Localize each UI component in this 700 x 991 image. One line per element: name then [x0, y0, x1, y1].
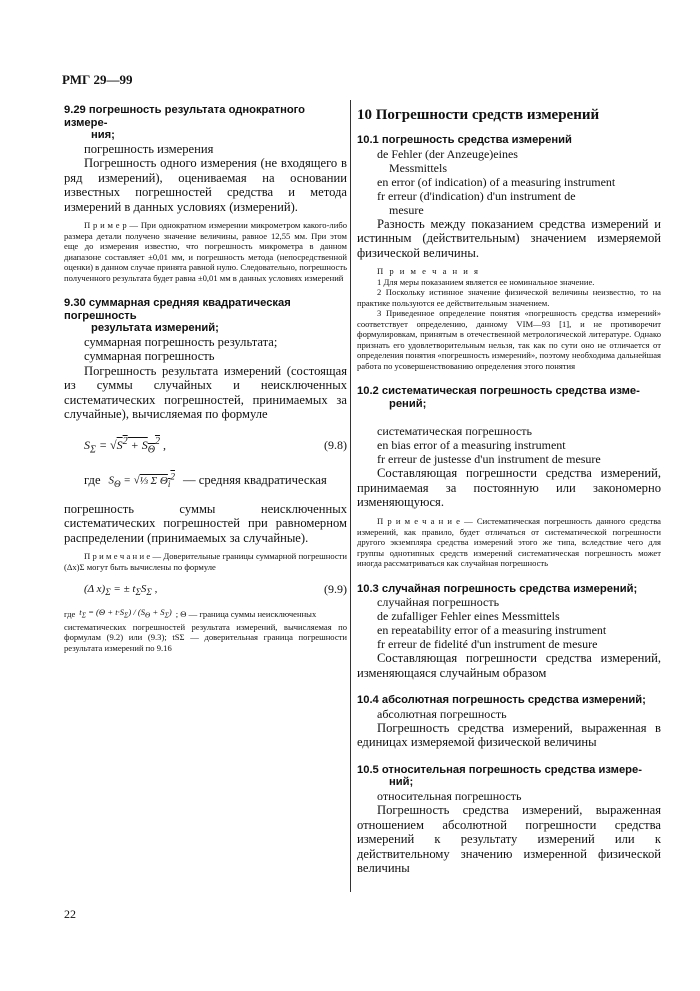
term-title-line: ния;	[91, 129, 115, 141]
note-label: П р и м е ч а н и е	[377, 516, 460, 527]
definition: Составляющая погрешности средства измерений, изменяющаяся случайным образом	[357, 651, 661, 680]
definition: Погрешность средства измерений, выраженная в единицах измеряемой физической величины	[357, 720, 661, 750]
note-text	[357, 516, 661, 569]
formula-where-2	[64, 607, 347, 621]
note-3: 3 Приведенное определение понятия «погрешность средства измерений» соответствует определению, данному VIM—93 [1], и не противоречит формулировкам, принятым в отечественной метрологической литературе. Однако признать его удовлетворительным нельзя, так как по сути оно не отличается от определения понятия «погрешность измерений», поэтому необходима дальнейшая работа по усовершенствованию определения этого понятия	[357, 308, 661, 371]
synonym: случайная погрешность	[377, 595, 500, 610]
synonym: суммарная погрешность	[84, 349, 215, 364]
term-title-line: 10.2 систематическая погрешность средства изме-	[357, 385, 640, 398]
formula-t-sigma: $t_\Sigma = (\Theta + t\cdot S_\Sigma) / (S_\Theta + S_\Sigma)$	[79, 607, 172, 621]
term-10-4-title: 10.4 абсолютная погрешность средства измерений;	[357, 694, 646, 707]
definition: Погрешность результата измерений (состоящая из суммы случайных и неисключенных систематических погрешностей, принимаемых за случайные), вычисляемая по формуле	[64, 363, 347, 422]
term-title-line: 9.30 суммарная средняя квадратическая погрешность	[64, 297, 291, 322]
term-title-line: рений;	[389, 397, 427, 410]
where-tail: ; Θ — граница суммы неисключенных	[175, 609, 317, 620]
term-10-1-title: 10.1 погрешность средства измерений	[357, 134, 572, 146]
where-tail: — средняя квадратическая	[183, 473, 327, 488]
term-title-line: ний;	[389, 776, 414, 789]
term-9-29-title	[64, 104, 347, 142]
definition: Разность между показанием средства измерений и истинным (действительным) значением измеряемой физической величины.	[357, 216, 661, 260]
term-de: de zufalliger Fehler eines Messmittels	[377, 609, 560, 624]
note-1: 1 Для меры показанием является ее номинальное значение.	[377, 276, 595, 287]
note-body: — Доверительные границы суммарной погрешности (Δx)Σ могут быть вычислены по формуле	[64, 551, 348, 572]
section-title: 10 Погрешности средств измерений	[357, 107, 600, 123]
term-9-30-title	[64, 297, 347, 335]
term-title-line: 10.5 относительная погрешность средства измере-	[357, 763, 642, 776]
notes-label: П р и м е ч а н и я	[377, 266, 480, 277]
column-divider	[350, 100, 351, 892]
page-number: 22	[64, 907, 76, 921]
formula-9-8	[64, 436, 347, 455]
term-en: en error (of indication) of a measuring instrument	[377, 174, 616, 189]
where-label: где	[84, 473, 101, 488]
term-en: en bias error of a measuring instrument	[377, 438, 566, 453]
term-fr-cont: mesure	[389, 202, 424, 217]
formula-number: (9.9)	[324, 582, 347, 597]
term-10-5-title	[357, 764, 661, 789]
term-de-cont: Messmittels	[389, 160, 448, 175]
term-en: en repeatability error of a measuring instrument	[377, 623, 607, 638]
definition-continued: погрешность суммы неисключенных систематических погрешностей при равномерном распределении (принимаемых за случайные).	[64, 501, 347, 545]
formula-9-9	[64, 582, 347, 597]
term-title-line: результата измерений;	[91, 322, 219, 335]
term-10-3-title: 10.3 случайная погрешность средства измерений;	[357, 582, 638, 595]
note-label: П р и м е ч а н и е	[84, 551, 151, 562]
term-de: de Fehler (der Anzeuge)eines	[377, 146, 518, 161]
term-fr: fr erreur de justesse d'un instrument de mesure	[377, 452, 601, 467]
synonym: систематическая погрешность	[377, 424, 532, 439]
example-body: — При однократном измерении микрометром какого-либо размера детали получено значение величины, равное 12,55 мм. При этом еще до измерения известно, что погрешность микрометра в данном диапазоне составляет ±0,01 мм, и погрешность метода (непосредственной оценки) в данном случае принята равной нулю. Следовательно, погрешность полученного результата будет равна ±0,01 мм в данных условиях измерений	[64, 220, 347, 283]
note-end: систематических погрешностей результата измерений, вычисляемая по формулам (9.2) или (9.3); tSΣ — доверительная граница погрешности результата измерений по 9.16	[64, 621, 347, 653]
term-fr: fr erreur de fidelité d'un instrument de mesure	[377, 637, 598, 652]
term-10-2-title	[357, 385, 661, 410]
synonym: суммарная погрешность результата;	[84, 334, 278, 349]
definition: Погрешность средства измерений, выраженная отношением абсолютной погрешности средства измерений к результату измерений или к действительному значению измеренной физической величины	[357, 802, 661, 876]
standard-code: РМГ 29—99	[62, 72, 133, 87]
synonym: абсолютная погрешность	[377, 706, 507, 721]
note-body: — Систематическая погрешность данного средства измерений, как правило, будет отличаться от систематической погрешности другого экземпляра средства измерений этого же типа, вследствие чего для группы однотипных средств измерений систематическая погрешность может иногда рассматриваться как случайная погрешность	[357, 516, 661, 569]
formula-number: (9.8)	[324, 438, 347, 453]
note-text	[64, 551, 347, 572]
formula-s-theta: $S_\Theta$ = √⅓ Σ $\Theta_i^2$	[108, 471, 175, 490]
right-column	[357, 104, 661, 876]
definition: Погрешность одного измерения (не входящего в ряд измерений), оцениваемая на основании известных погрешностей средства и метода измерений в данных условиях (измерений).	[64, 155, 347, 214]
definition: Составляющая погрешности средства измерений, принимаемая за постоянную или закономерно изменяющуюся.	[357, 466, 661, 510]
formula-expression: (Δ $x)_\Sigma$ = ± $t_\Sigma S_\Sigma$ ,	[84, 582, 158, 597]
left-column	[64, 104, 347, 653]
synonym: погрешность измерения	[84, 141, 214, 156]
formula-where	[64, 469, 347, 491]
term-fr: fr erreur (d'indication) d'un instrument de	[377, 188, 576, 203]
term-title-line: 9.29 погрешность результата однократного измере-	[64, 104, 306, 129]
note-2: 2 Поскольку истинное значение физической величины неизвестно, то на практике пользуются ее действительным значением.	[357, 287, 661, 308]
where-label: где	[64, 609, 76, 620]
example-text	[64, 220, 347, 283]
formula-expression: $S_\Sigma = √S^2 + S_\Theta^2$ ,	[84, 435, 166, 456]
synonym: относительная погрешность	[377, 788, 522, 803]
example-label: П р и м е р	[84, 220, 127, 231]
